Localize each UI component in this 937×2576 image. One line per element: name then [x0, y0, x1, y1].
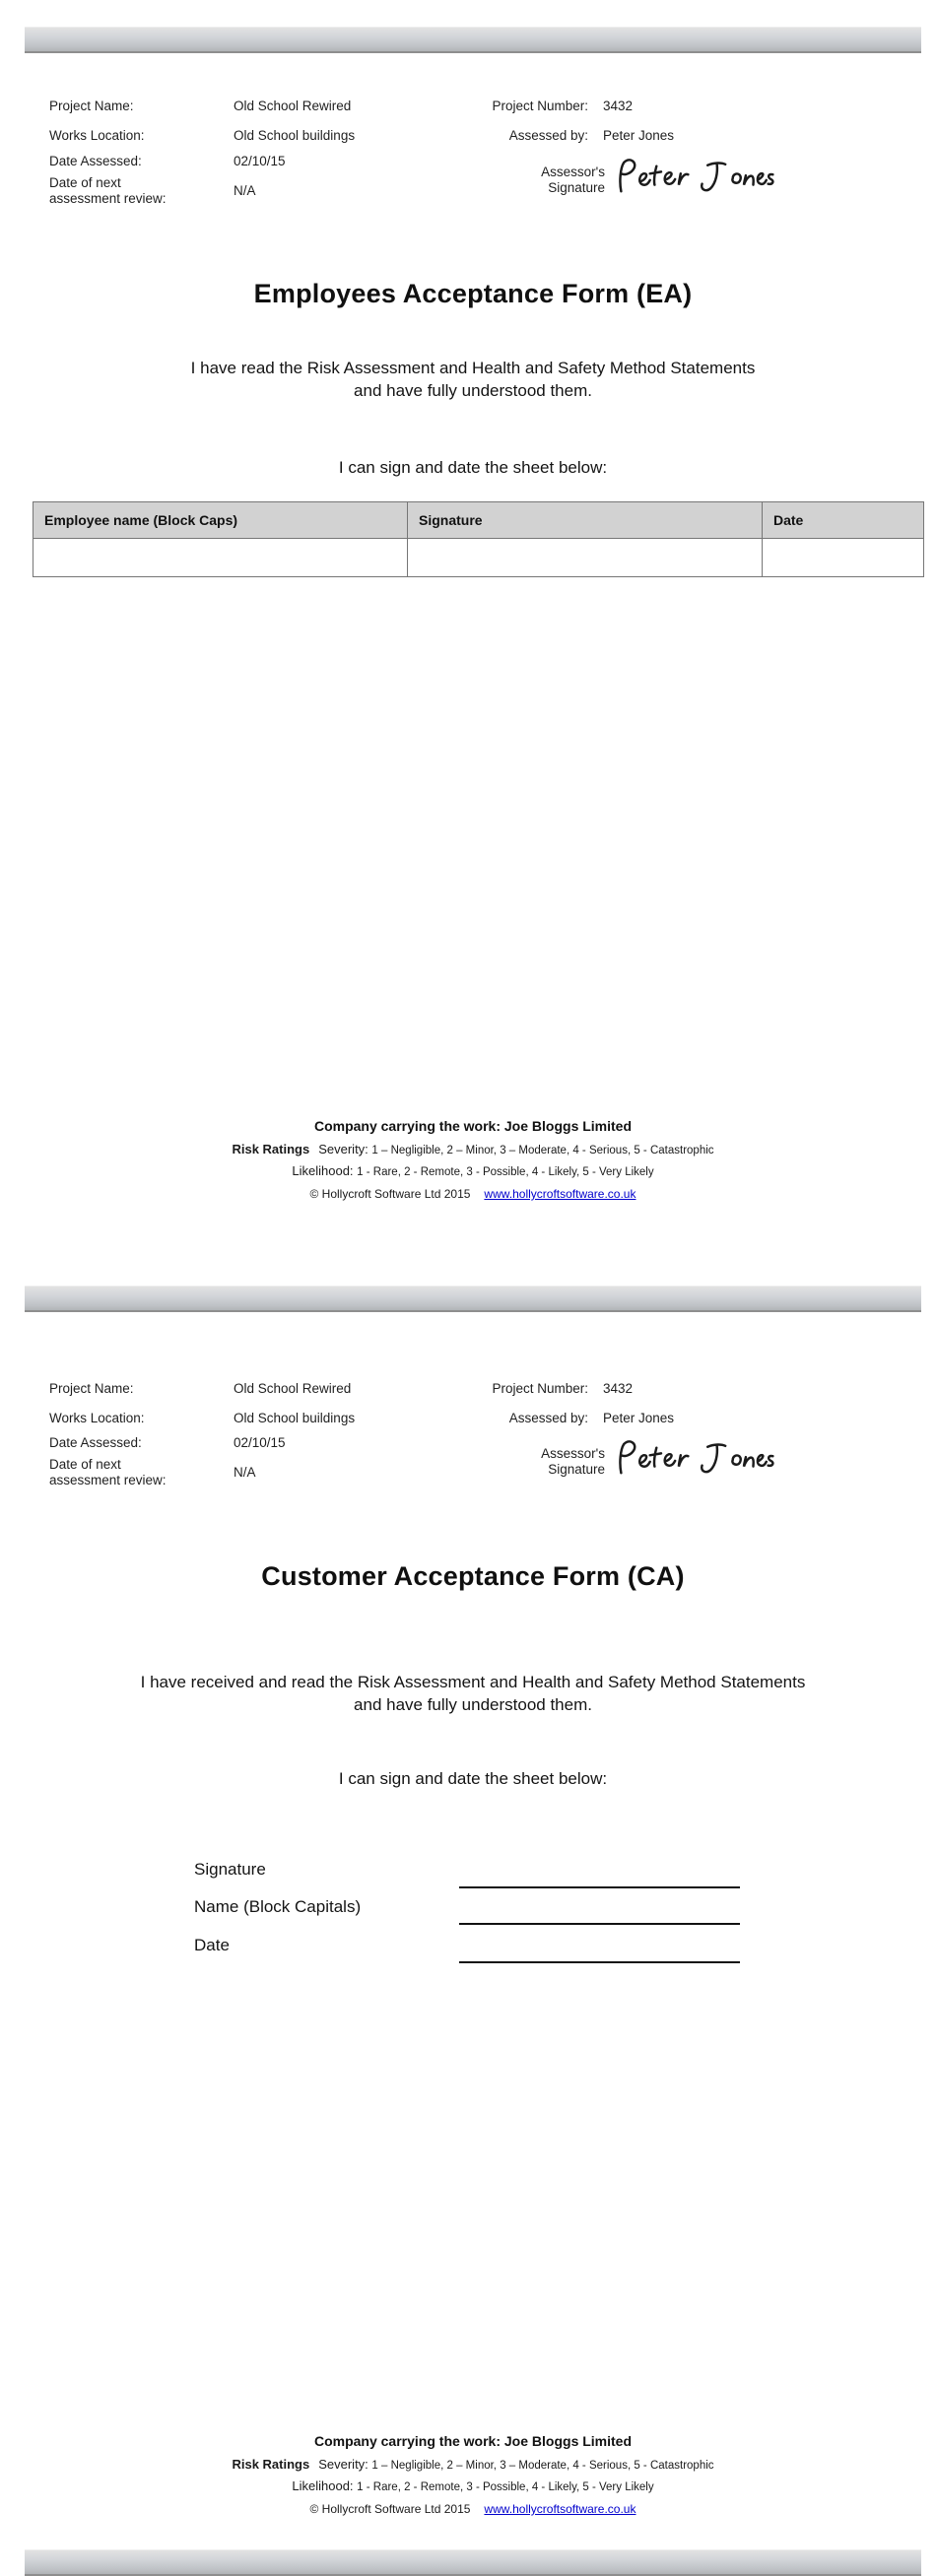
project-number-label: Project Number:: [492, 99, 588, 113]
signature-field-line: [459, 1886, 740, 1888]
assessor-signature-label: Assessor's Signature: [541, 165, 605, 195]
next-review-label: Date of next assessment review:: [49, 1457, 167, 1487]
risk-ratings-label: Risk Ratings: [232, 1142, 310, 1156]
date-field-line: [459, 1961, 740, 1963]
page1-footer-company: Company carrying the work: Joe Bloggs Limited: [313, 1118, 633, 1134]
name-field-line: [459, 1923, 740, 1925]
website-link[interactable]: www.hollycroftsoftware.co.uk: [484, 1187, 636, 1201]
website-link[interactable]: www.hollycroftsoftware.co.uk: [484, 2502, 636, 2516]
assessor-signature-image: [611, 156, 778, 201]
likelihood-label: Likelihood:: [292, 1163, 354, 1178]
table-row: [33, 539, 924, 577]
date-assessed-value: 02/10/15: [234, 1435, 286, 1450]
page2-footer-severity-line: [25, 2457, 921, 2472]
employee-signature-table: [33, 501, 924, 577]
project-name-value: Old School Rewired: [234, 99, 352, 113]
project-number-value: 3432: [603, 99, 634, 113]
column-header-employee-name: Employee name (Block Caps): [33, 502, 408, 539]
name-field-label: Name (Block Capitals): [194, 1897, 362, 1916]
copyright-text: © Hollycroft Software Ltd 2015: [309, 1187, 471, 1201]
assessed-by-label: Assessed by:: [508, 128, 588, 143]
page1-footer-copyright-line: [25, 1187, 921, 1201]
page-separator-bar: [25, 1286, 921, 1312]
page1-statement: I have read the Risk Assessment and Health and Safety Method Statements and have fully understood them.: [190, 359, 756, 400]
page2-footer-likelihood-line: [25, 2478, 921, 2493]
assessor-signature-image: [611, 1437, 778, 1483]
project-name-value: Old School Rewired: [234, 1381, 352, 1396]
works-location-value: Old School buildings: [234, 1411, 356, 1425]
works-location-value: Old School buildings: [234, 128, 356, 143]
page-top-bar: [25, 27, 921, 53]
assessor-signature-label: Assessor's Signature: [541, 1446, 605, 1477]
page1-sign-prompt: I can sign and date the sheet below:: [338, 458, 608, 477]
assessed-by-value: Peter Jones: [603, 1411, 675, 1425]
page1-footer-likelihood-line: [25, 1163, 921, 1178]
table-header-row: [33, 502, 924, 539]
project-name-label: Project Name:: [49, 1381, 134, 1396]
date-field-label: Date: [194, 1936, 230, 1954]
works-location-label: Works Location:: [49, 1411, 145, 1425]
page1-footer-severity-line: [25, 1142, 921, 1156]
likelihood-items: 1 - Rare, 2 - Remote, 3 - Possible, 4 - Likely, 5 - Very Likely: [357, 2481, 654, 2493]
page2-footer-company: Company carrying the work: Joe Bloggs Limited: [313, 2433, 633, 2449]
page2-sign-prompt: I can sign and date the sheet below:: [338, 1769, 608, 1788]
copyright-text: © Hollycroft Software Ltd 2015: [309, 2502, 471, 2516]
assessed-by-value: Peter Jones: [603, 128, 675, 143]
page2-footer-copyright-line: [25, 2502, 921, 2516]
next-review-label: Date of next assessment review:: [49, 175, 167, 206]
table-cell-employee-name: [33, 539, 408, 577]
severity-label: Severity:: [318, 2457, 368, 2472]
table-cell-signature: [408, 539, 763, 577]
next-review-value: N/A: [234, 1465, 256, 1480]
page1-title: Employees Acceptance Form (EA): [253, 279, 693, 308]
page2-statement: I have received and read the Risk Assessment and Health and Safety Method Statements and have fully understood them.: [140, 1673, 806, 1714]
likelihood-items: 1 - Rare, 2 - Remote, 3 - Possible, 4 - Likely, 5 - Very Likely: [357, 1166, 654, 1178]
date-assessed-label: Date Assessed:: [49, 154, 142, 168]
page2-title: Customer Acceptance Form (CA): [261, 1561, 685, 1591]
next-review-value: N/A: [234, 183, 256, 198]
date-assessed-value: 02/10/15: [234, 154, 286, 168]
signature-field-label: Signature: [194, 1860, 266, 1879]
column-header-signature: Signature: [408, 502, 763, 539]
likelihood-label: Likelihood:: [292, 2478, 354, 2493]
project-number-label: Project Number:: [492, 1381, 588, 1396]
project-number-value: 3432: [603, 1381, 634, 1396]
risk-ratings-label: Risk Ratings: [232, 2457, 310, 2472]
works-location-label: Works Location:: [49, 128, 145, 143]
table-cell-date: [763, 539, 924, 577]
assessed-by-label: Assessed by:: [508, 1411, 588, 1425]
severity-items: 1 – Negligible, 2 – Minor, 3 – Moderate, 4 - Serious, 5 - Catastrophic: [371, 2460, 714, 2472]
severity-label: Severity:: [318, 1142, 368, 1156]
page-bottom-bar: [25, 2549, 921, 2576]
severity-items: 1 – Negligible, 2 – Minor, 3 – Moderate, 4 - Serious, 5 - Catastrophic: [371, 1145, 714, 1156]
column-header-date: Date: [763, 502, 924, 539]
project-name-label: Project Name:: [49, 99, 134, 113]
date-assessed-label: Date Assessed:: [49, 1435, 142, 1450]
